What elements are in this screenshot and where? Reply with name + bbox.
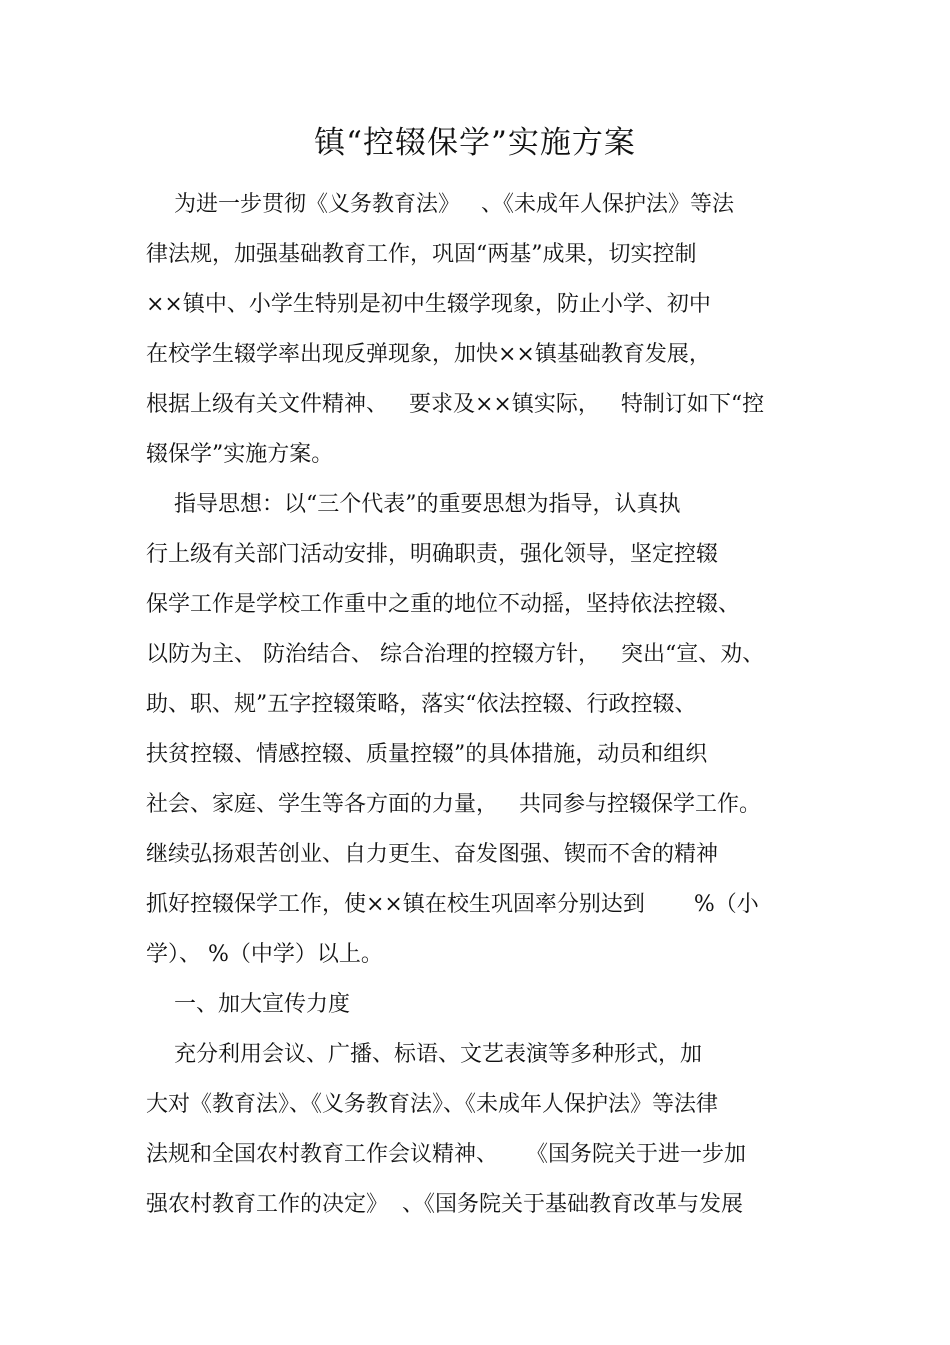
body-line: 强农村教育工作的决定》 、《国务院关于基础教育改革与发展 xyxy=(146,1192,743,1217)
body-line: ××镇中、小学生特别是初中生辍学现象，防止小学、初中 xyxy=(146,292,711,317)
body-line: 法规和全国农村教育工作会议精神、 《国务院关于进一步加 xyxy=(146,1142,746,1167)
body-line: 助、职、规”五字控辍策略，落实“依法控辍、行政控辍、 xyxy=(146,692,697,717)
body-line: 为进一步贯彻《义务教育法》 、《未成年人保护法》等法 xyxy=(146,192,734,217)
body-line: 学）、 %（中学）以上。 xyxy=(146,942,383,967)
body-line: 指导思想：以“三个代表”的重要思想为指导，认真执 xyxy=(146,492,681,517)
section-heading: 一、加大宣传力度 xyxy=(146,992,350,1017)
body-line: 继续弘扬艰苦创业、自力更生、奋发图强、锲而不舍的精神 xyxy=(146,842,719,867)
document-title: 镇“控辍保学”实施方案 xyxy=(314,125,636,161)
body-line: 大对《教育法》、《义务教育法》、《未成年人保护法》等法律 xyxy=(146,1092,719,1117)
body-line: 行上级有关部门活动安排，明确职责，强化领导，坚定控辍 xyxy=(146,542,719,567)
body-line: 以防为主、 防治结合、 综合治理的控辍方针， 突出“宣、劝、 xyxy=(146,642,765,667)
body-line: 扶贫控辍、情感控辍、质量控辍”的具体措施，动员和组织 xyxy=(146,742,708,767)
body-line: 根据上级有关文件精神、 要求及××镇实际， 特制订如下“控 xyxy=(146,392,765,417)
body-line: 在校学生辍学率出现反弹现象，加快××镇基础教育发展， xyxy=(146,342,711,367)
body-line: 社会、家庭、学生等各方面的力量， 共同参与控辍保学工作。 xyxy=(146,792,761,817)
body-line: 辍保学”实施方案。 xyxy=(146,442,334,467)
body-line: 律法规，加强基础教育工作，巩固“两基”成果，切实控制 xyxy=(146,242,697,267)
body-line: 保学工作是学校工作重中之重的地位不动摇，坚持依法控辍、 xyxy=(146,592,741,617)
body-line: 充分利用会议、广播、标语、文艺表演等多种形式，加 xyxy=(146,1042,702,1067)
body-line: 抓好控辍保学工作，使××镇在校生巩固率分别达到 %（小 xyxy=(146,892,759,917)
